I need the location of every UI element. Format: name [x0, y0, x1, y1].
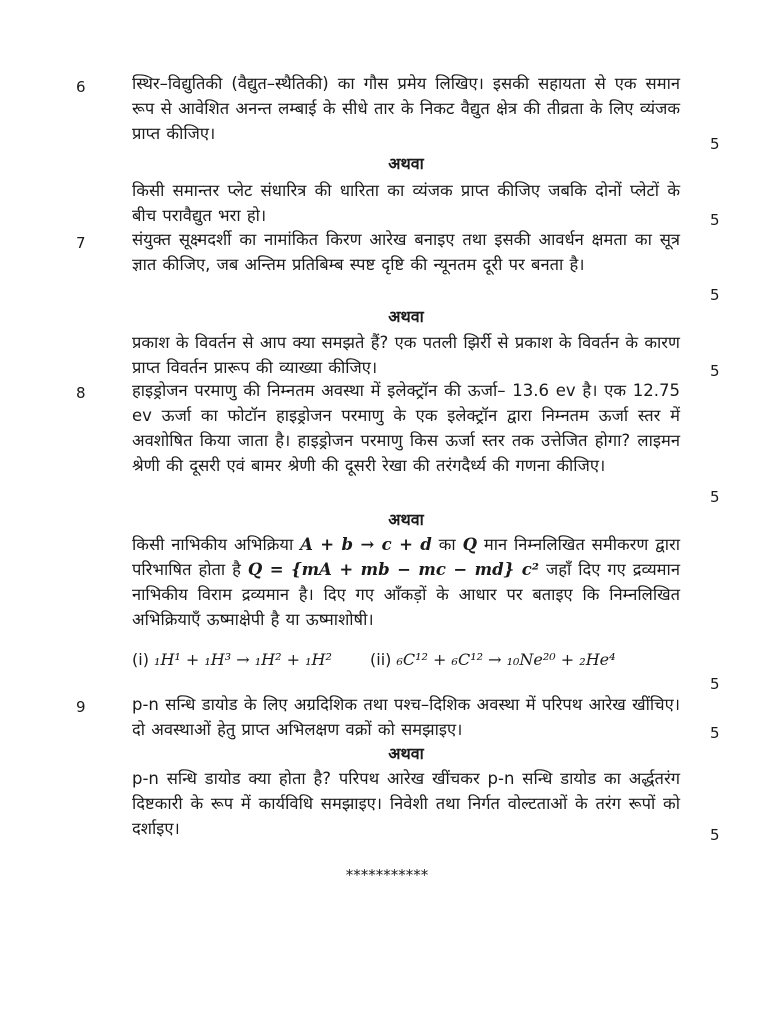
- reaction-ii: [370, 650, 616, 669]
- q-symbol: Q: [462, 535, 477, 554]
- question-6-marks: 5: [710, 135, 720, 153]
- question-6-text: स्थिर–विद्युतिकी (वैद्युत–स्थैतिकी) का गौस प्रमेय लिखिए। इसकी सहायता से एक समान रूप से आवेशित अनन्त लम्बाई के सीधे तार के निकट वैद्युत क्षेत्र की तीव्रता के लिए व्यंजक प्राप्त कीजिए।: [132, 74, 680, 143]
- reaction-ii-label: (ii): [370, 650, 392, 669]
- or-heading-8: अथवा: [388, 510, 424, 529]
- question-9-text: p-n सन्धि डायोड के लिए अग्रदिशिक तथा पश्च–दिशिक अवस्था में परिपथ आरेख खींचिए। दो अवस्थाओं हेतु प्राप्त अभिलक्षण वक्रों को समझाइए।: [132, 695, 680, 739]
- alt-text-part-2: का: [438, 535, 456, 554]
- question-6-alternative-marks: 5: [710, 211, 720, 229]
- question-7-alternative-marks: 5: [710, 362, 720, 380]
- reactions-row: [132, 650, 680, 682]
- end-of-paper-marker: ***********: [345, 866, 429, 884]
- question-number-8: 8: [76, 384, 86, 402]
- question-8-alternative-text: [132, 532, 680, 632]
- alt-text-part-1: किसी नाभिकीय अभिक्रिया: [132, 535, 294, 554]
- alt-text-part-3: मान निम्नलिखित समीकरण द्वारा परिभाषित होता है: [132, 535, 680, 579]
- question-9-alternative-text: p-n सन्धि डायोड क्या होता है? परिपथ आरेख खींचकर p-n सन्धि डायोड का अर्द्धतरंग दिष्टकारी के रूप में कार्यविधि समझाइए। निवेशी तथा निर्गत वोल्टताओं के तरंग रूपों को दर्शाइए।: [132, 769, 680, 838]
- reaction-ii-equation: ₆C¹² + ₆C¹² → ₁₀Ne²⁰ + ₂He⁴: [396, 650, 616, 669]
- or-heading-6: अथवा: [388, 154, 424, 173]
- question-8-marks: 5: [710, 488, 720, 506]
- or-heading-7: अथवा: [388, 307, 424, 326]
- reaction-i-label: (i): [132, 650, 149, 669]
- reaction-i-equation: ₁H¹ + ₁H³ → ₁H² + ₁H²: [154, 650, 332, 669]
- or-heading-9: अथवा: [388, 744, 424, 763]
- question-number-6: 6: [76, 78, 86, 96]
- reaction-formula: A + b → c + d: [300, 535, 432, 554]
- question-number-7: 7: [76, 234, 86, 252]
- alt-text-part-4: जहाँ दिए गए द्रव्यमान नाभिकीय विराम द्रव्यमान है। दिए गए आँकड़ों के आधार पर बताइए कि निम्नलिखित अभिक्रियाएँ ऊष्माक्षेपी है या ऊष्माशोषी।: [132, 560, 680, 629]
- question-7-alternative-text: प्रकाश के विवर्तन से आप क्या समझते हैं? एक पतली झिर्री से प्रकाश के विवर्तन के कारण प्राप्त विवर्तन प्रारूप की व्याख्या कीजिए।: [132, 333, 680, 377]
- question-8-text: हाइड्रोजन परमाणु की निम्नतम अवस्था में इलेक्ट्रॉन की ऊर्जा– 13.6 ev है। एक 12.75 ev ऊर्जा का फोटॉन हाइड्रोजन परमाणु के एक इलेक्ट्रॉन द्वारा निम्नतम ऊर्जा स्तर में अवशोषित किया जाता है। हाइड्रोजन परमाणु किस ऊर्जा स्तर तक उत्तेजित होगा? लाइमन श्रेणी की दूसरी एवं बामर श्रेणी की दूसरी रेखा की तरंगदैर्ध्य की गणना कीजिए।: [132, 381, 680, 475]
- question-9-marks: 5: [710, 724, 720, 742]
- question-7-marks: 5: [710, 286, 720, 304]
- question-number-9: 9: [76, 698, 86, 716]
- question-6-alternative-text: किसी समान्तर प्लेट संधारित्र की धारिता का व्यंजक प्राप्त कीजिए जबकि दोनों प्लेटों के बीच परावैद्युत भरा हो।: [132, 181, 680, 225]
- question-9-alternative-marks: 5: [710, 826, 720, 844]
- reaction-i: [132, 650, 332, 669]
- question-7-text: संयुक्त सूक्ष्मदर्शी का नामांकित किरण आरेख बनाइए तथा इसकी आवर्धन क्षमता का सूत्र ज्ञात कीजिए, जब अन्तिम प्रतिबिम्ब स्पष्ट दृष्टि की न्यूनतम दूरी पर बनता है।: [132, 230, 680, 274]
- question-8-alternative-marks: 5: [710, 675, 720, 693]
- q-value-equation: Q = {mA + mb − mc − md} c²: [247, 560, 539, 579]
